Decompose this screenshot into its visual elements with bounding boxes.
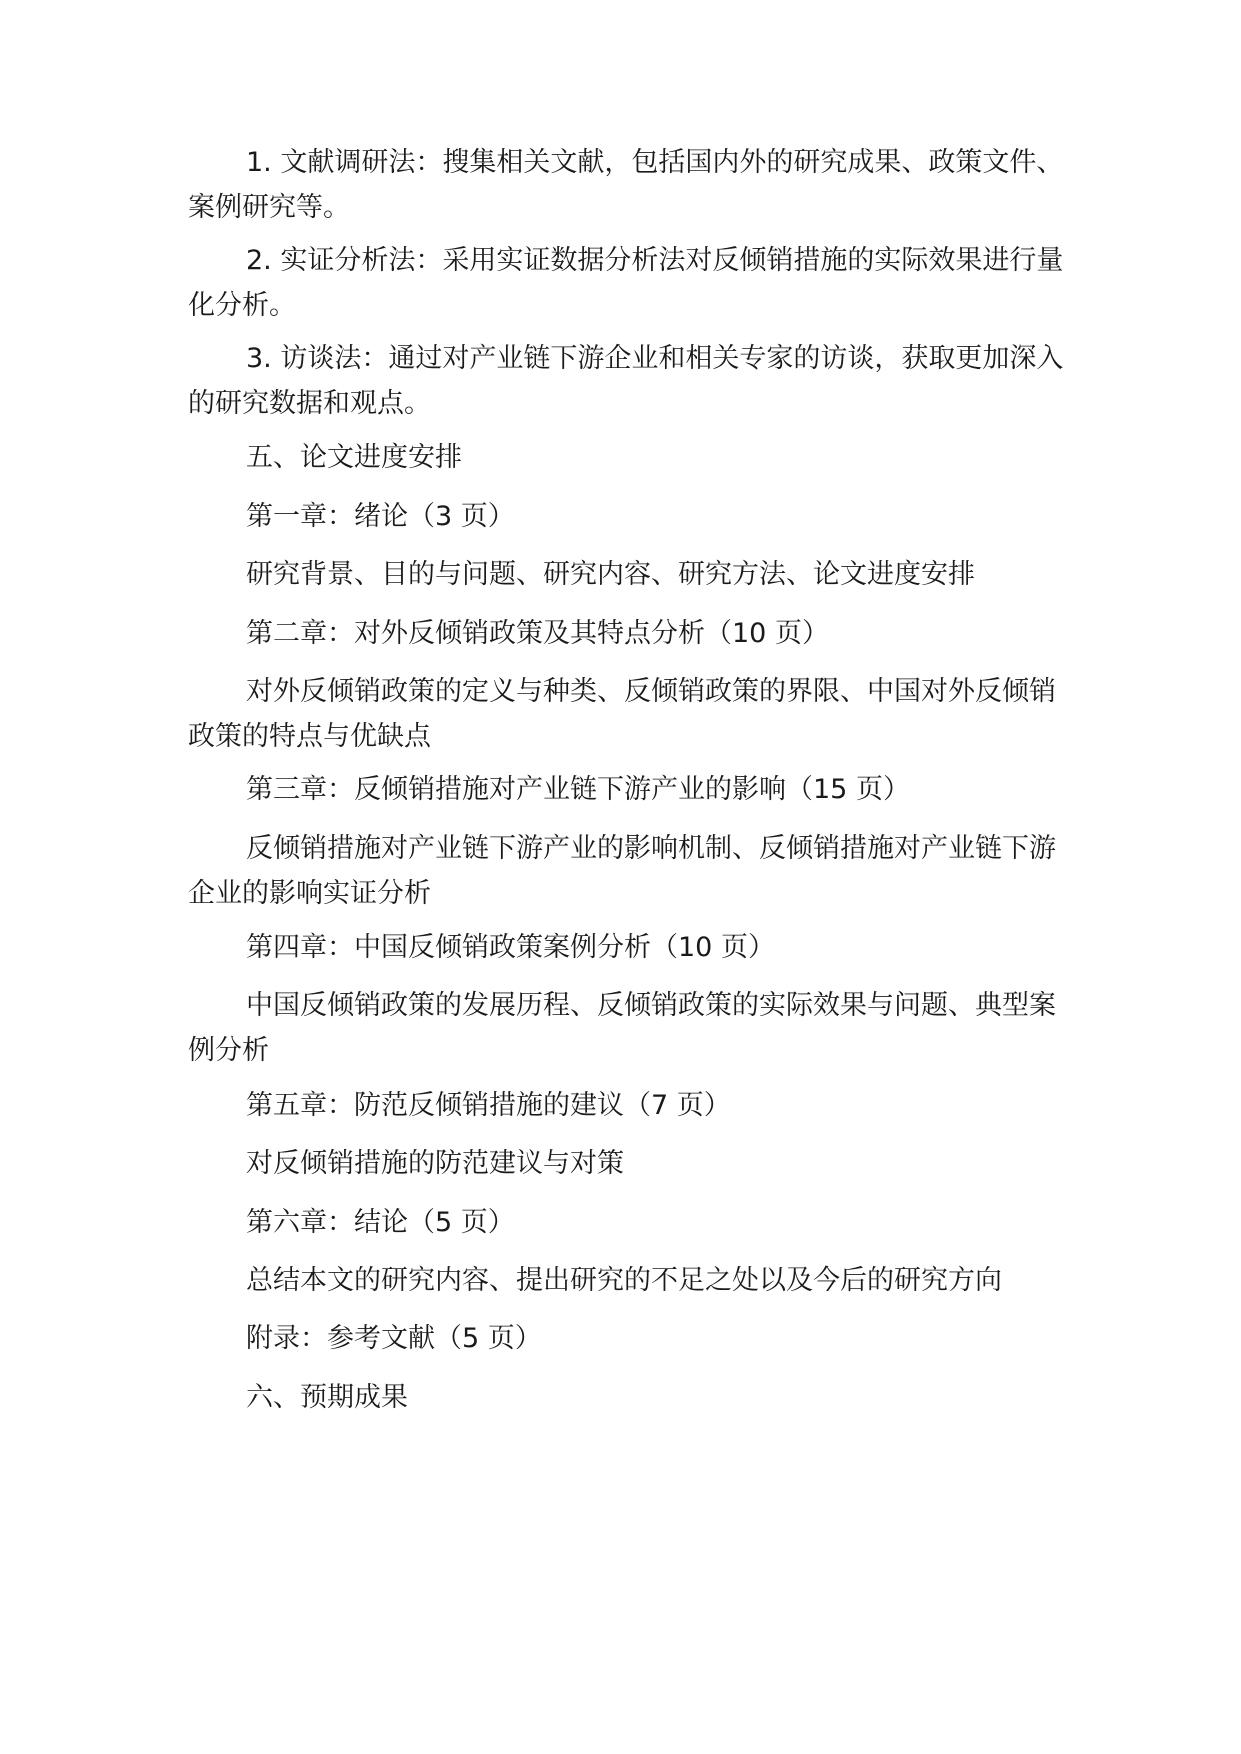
chapter-3-content: 反倾销措施对产业链下游产业的影响机制、反倾销措施对产业链下游企业的影响实证分析 bbox=[188, 833, 1056, 909]
chapter-5-content: 对反倾销措施的防范建议与对策 bbox=[246, 1148, 624, 1179]
chapter-6-content: 总结本文的研究内容、提出研究的不足之处以及今后的研究方向 bbox=[246, 1265, 1002, 1296]
chapter-3-title: 第三章：反倾销措施对产业链下游产业的影响（15 页） bbox=[246, 774, 910, 805]
method-empirical-analysis: 2. 实证分析法：采用实证数据分析法对反倾销措施的实际效果进行量化分析。 bbox=[188, 245, 1064, 321]
chapter-5-title: 第五章：防范反倾销措施的建议（7 页） bbox=[246, 1090, 731, 1121]
chapter-2-title: 第二章：对外反倾销政策及其特点分析（10 页） bbox=[246, 618, 829, 649]
appendix-title: 附录：参考文献（5 页） bbox=[246, 1323, 542, 1354]
chapter-6-title: 第六章：结论（5 页） bbox=[246, 1207, 515, 1238]
chapter-4-title: 第四章：中国反倾销政策案例分析（10 页） bbox=[246, 932, 775, 963]
section-heading-expected-results: 六、预期成果 bbox=[246, 1382, 408, 1413]
method-interview: 3. 访谈法：通过对产业链下游企业和相关专家的访谈，获取更加深入的研究数据和观点。 bbox=[188, 343, 1064, 419]
chapter-1-title: 第一章：绪论（3 页） bbox=[246, 501, 515, 532]
chapter-2-content: 对外反倾销政策的定义与种类、反倾销政策的界限、中国对外反倾销政策的特点与优缺点 bbox=[188, 676, 1056, 752]
chapter-4-content: 中国反倾销政策的发展历程、反倾销政策的实际效果与问题、典型案例分析 bbox=[188, 990, 1056, 1066]
method-literature-research: 1. 文献调研法：搜集相关文献，包括国内外的研究成果、政策文件、案例研究等。 bbox=[188, 147, 1064, 223]
section-heading-schedule: 五、论文进度安排 bbox=[246, 442, 462, 473]
chapter-1-content: 研究背景、目的与问题、研究内容、研究方法、论文进度安排 bbox=[246, 559, 975, 590]
